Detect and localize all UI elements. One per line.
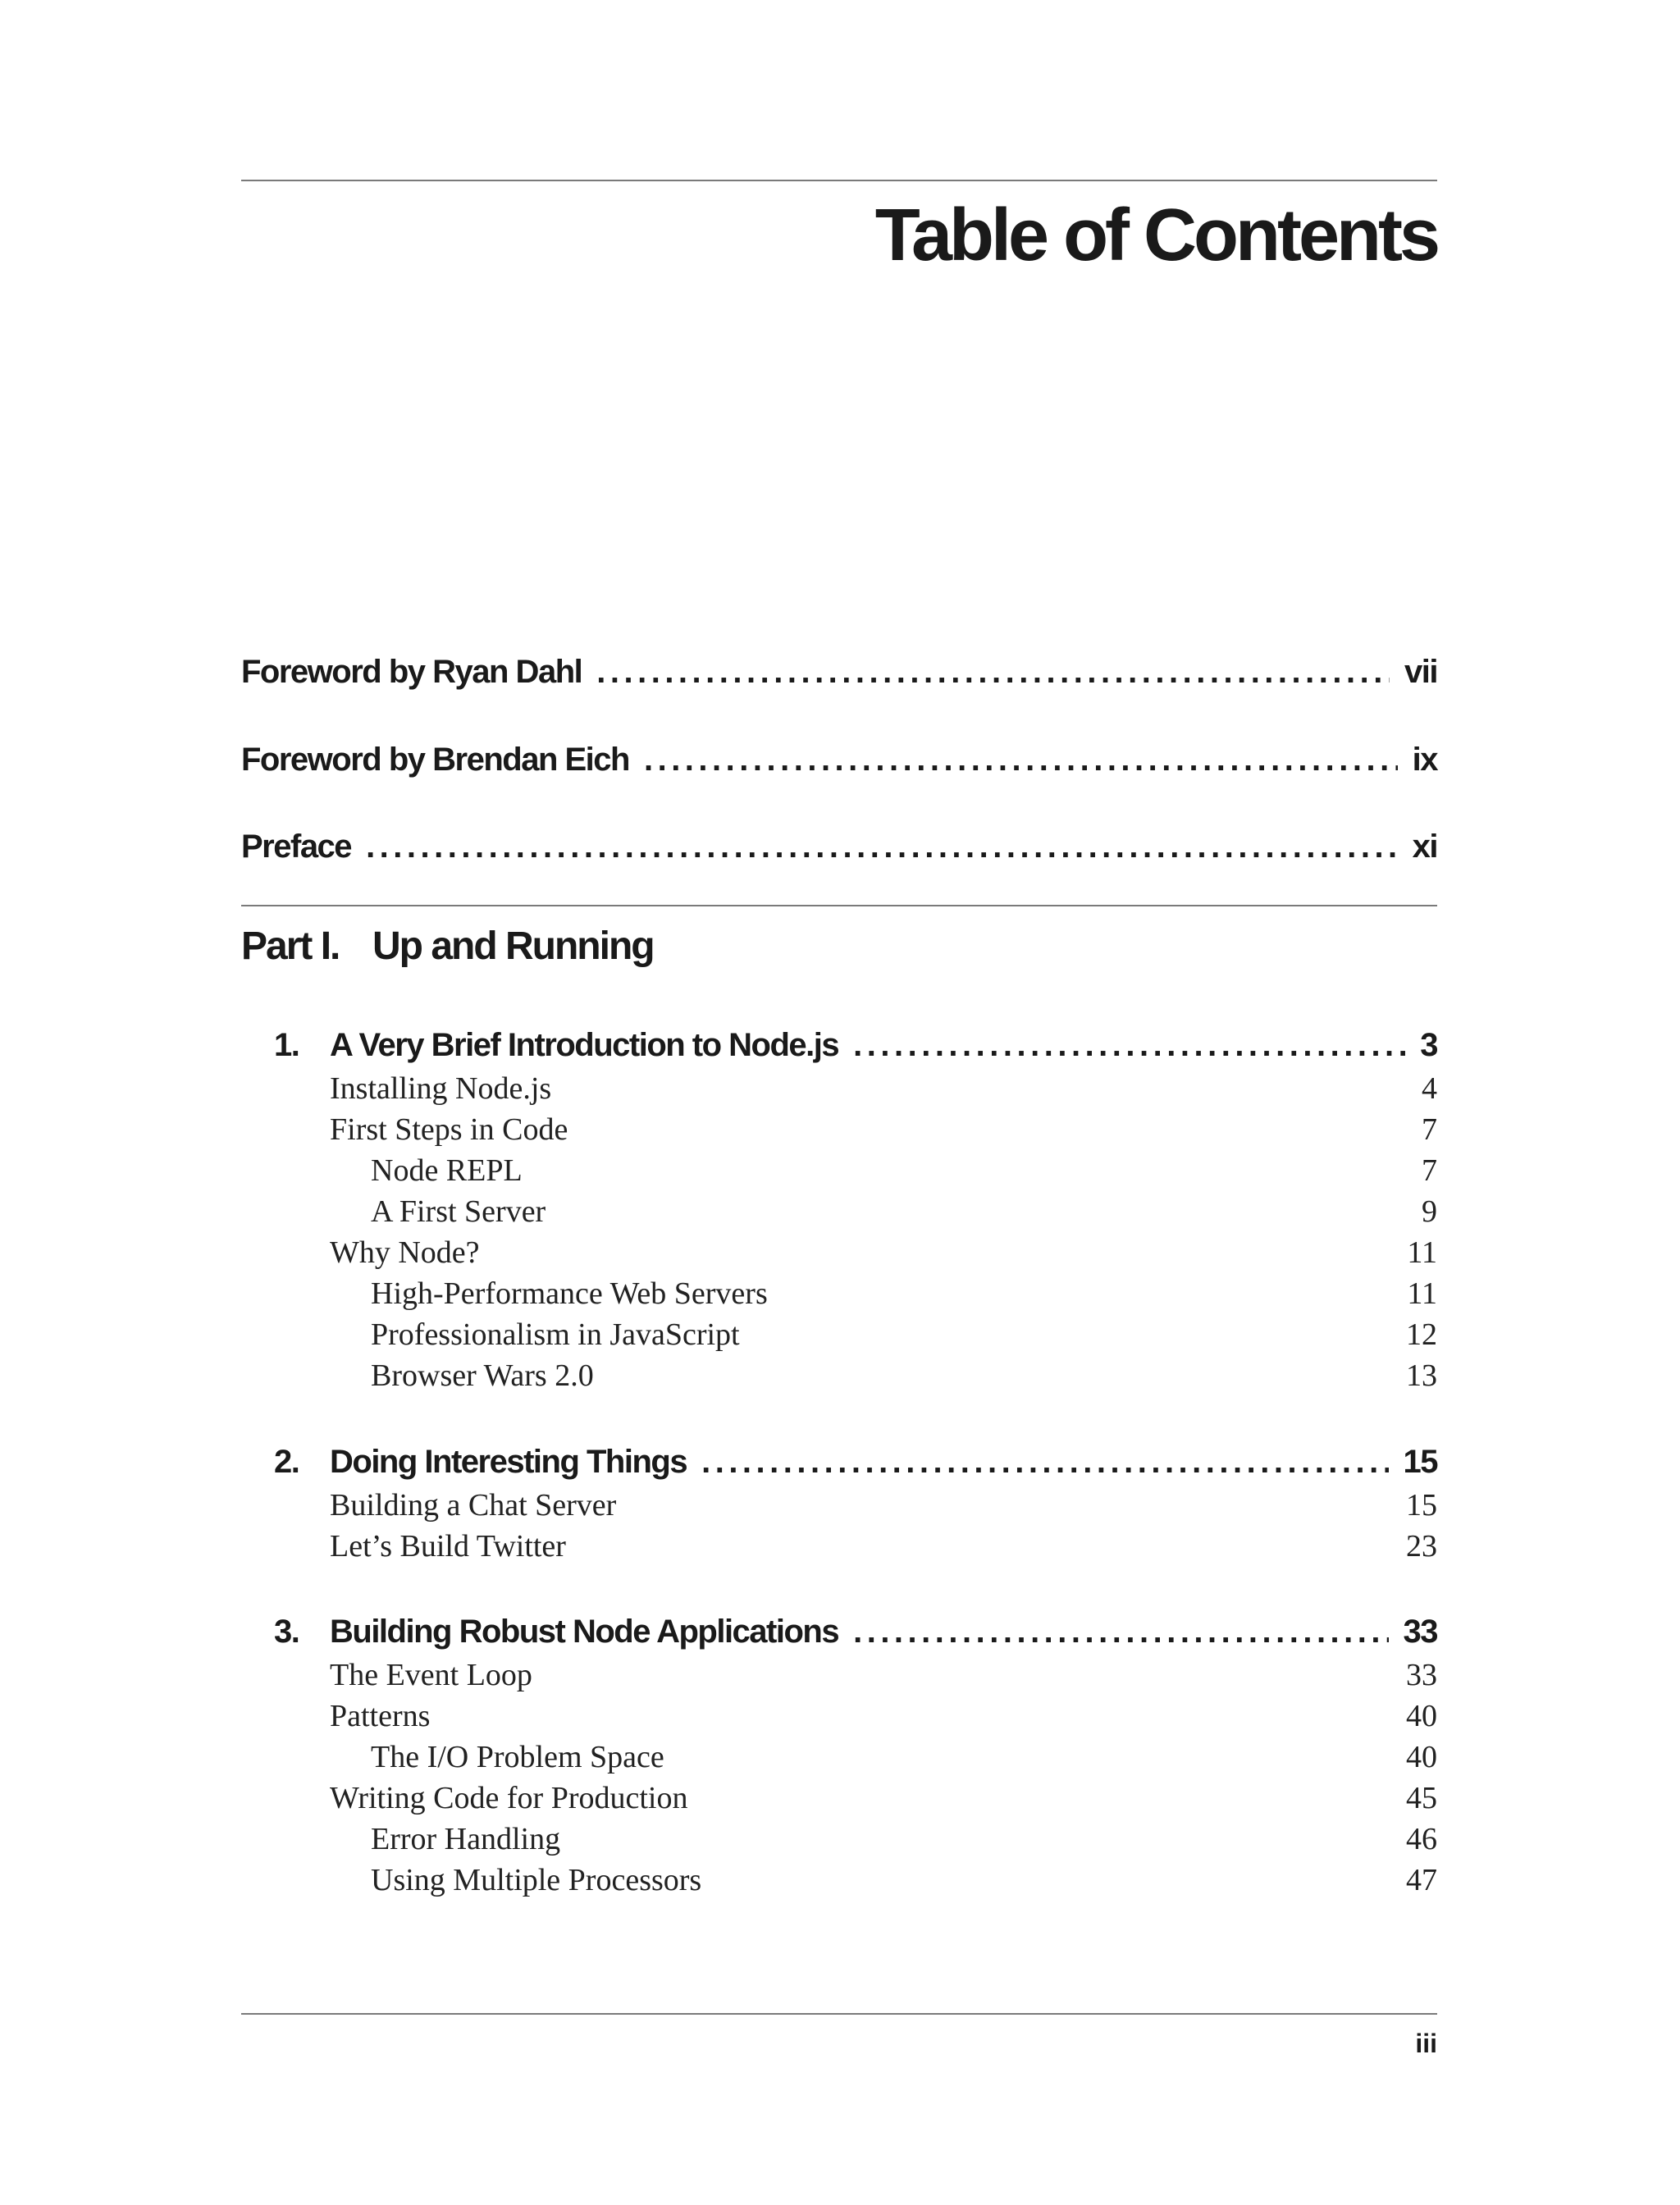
section-rule (241, 905, 1437, 906)
toc-entry-page: vii (1404, 654, 1437, 690)
section-page: 9 (1422, 1194, 1437, 1229)
section-page: 4 (1422, 1071, 1437, 1106)
toc-subsection[interactable] (371, 1819, 1437, 1860)
dot-leader (366, 824, 1398, 869)
toc-entry-foreword-ryan-dahl[interactable] (241, 650, 1437, 694)
part-number: Part I. (241, 924, 340, 968)
section-title: A First Server (371, 1194, 546, 1229)
section-page: 7 (1422, 1112, 1437, 1147)
toc-subsection[interactable] (371, 1860, 1437, 1901)
section-page: 12 (1406, 1317, 1437, 1352)
chapter-number: 1. (274, 1027, 299, 1063)
section-title: Writing Code for Production (330, 1781, 688, 1815)
toc-subsection[interactable] (371, 1150, 1437, 1191)
section-title: Professionalism in JavaScript (371, 1317, 740, 1352)
section-title: Patterns (330, 1699, 431, 1733)
toc-subsection[interactable] (371, 1355, 1437, 1396)
section-page: 40 (1406, 1699, 1437, 1733)
toc-entry-label: Preface (241, 829, 352, 865)
chapter-number: 2. (274, 1444, 299, 1480)
toc-entry-label: Foreword by Brendan Eich (241, 742, 629, 778)
toc-section[interactable] (330, 1485, 1437, 1526)
toc-entry-page: ix (1412, 742, 1437, 778)
toc-entry-preface[interactable] (241, 824, 1437, 869)
toc-entry-page: xi (1412, 829, 1437, 865)
chapter-title: A Very Brief Introduction to Node.js (330, 1027, 839, 1063)
toc-chapter-2[interactable] (274, 1440, 1437, 1484)
section-page: 13 (1406, 1358, 1437, 1393)
section-title: Error Handling (371, 1822, 561, 1856)
dot-leader (853, 1609, 1388, 1654)
section-page: 46 (1406, 1822, 1437, 1856)
section-page: 11 (1407, 1276, 1437, 1311)
section-title: Let’s Build Twitter (330, 1529, 566, 1564)
toc-chapter-1[interactable] (274, 1023, 1437, 1067)
chapter-page: 33 (1403, 1614, 1437, 1650)
section-title: Using Multiple Processors (371, 1863, 702, 1897)
dot-leader (644, 737, 1398, 782)
toc-section[interactable] (330, 1778, 1437, 1819)
page-number: iii (1415, 2029, 1437, 2058)
chapter-number: 3. (274, 1614, 299, 1650)
toc-entry-foreword-brendan-eich[interactable] (241, 737, 1437, 782)
toc-section[interactable] (330, 1232, 1437, 1273)
chapter-page: 15 (1403, 1444, 1437, 1480)
section-page: 15 (1406, 1488, 1437, 1522)
section-page: 23 (1406, 1529, 1437, 1564)
footer-rule (241, 2013, 1437, 2015)
section-title: High-Performance Web Servers (371, 1276, 768, 1311)
toc-subsection[interactable] (371, 1737, 1437, 1778)
section-title: Installing Node.js (330, 1071, 552, 1106)
section-title: Why Node? (330, 1235, 480, 1270)
section-title: Node REPL (371, 1153, 523, 1188)
section-title: Browser Wars 2.0 (371, 1358, 594, 1393)
toc-chapter-3[interactable] (274, 1609, 1437, 1654)
dot-leader (701, 1440, 1388, 1484)
section-page: 7 (1422, 1153, 1437, 1188)
toc-section[interactable] (330, 1068, 1437, 1109)
chapter-title: Building Robust Node Applications (330, 1614, 839, 1650)
top-rule (241, 180, 1437, 181)
section-page: 40 (1406, 1740, 1437, 1774)
toc-section[interactable] (330, 1109, 1437, 1150)
toc-subsection[interactable] (371, 1314, 1437, 1355)
section-title: Building a Chat Server (330, 1488, 617, 1522)
toc-subsection[interactable] (371, 1191, 1437, 1232)
toc-section[interactable] (330, 1655, 1437, 1696)
section-title: First Steps in Code (330, 1112, 568, 1147)
section-page: 11 (1407, 1235, 1437, 1270)
toc-section[interactable] (330, 1696, 1437, 1737)
toc-section[interactable] (330, 1526, 1437, 1567)
part-heading (241, 920, 654, 974)
dot-leader (853, 1023, 1405, 1067)
page-title: Table of Contents (874, 194, 1437, 276)
chapter-page: 3 (1420, 1027, 1437, 1063)
section-page: 33 (1406, 1658, 1437, 1692)
section-page: 47 (1406, 1863, 1437, 1897)
part-title: Up and Running (372, 924, 654, 968)
section-page: 45 (1406, 1781, 1437, 1815)
dot-leader (596, 650, 1390, 694)
toc-entry-label: Foreword by Ryan Dahl (241, 654, 582, 690)
section-title: The I/O Problem Space (371, 1740, 664, 1774)
toc-subsection[interactable] (371, 1273, 1437, 1314)
chapter-title: Doing Interesting Things (330, 1444, 687, 1480)
section-title: The Event Loop (330, 1658, 532, 1692)
